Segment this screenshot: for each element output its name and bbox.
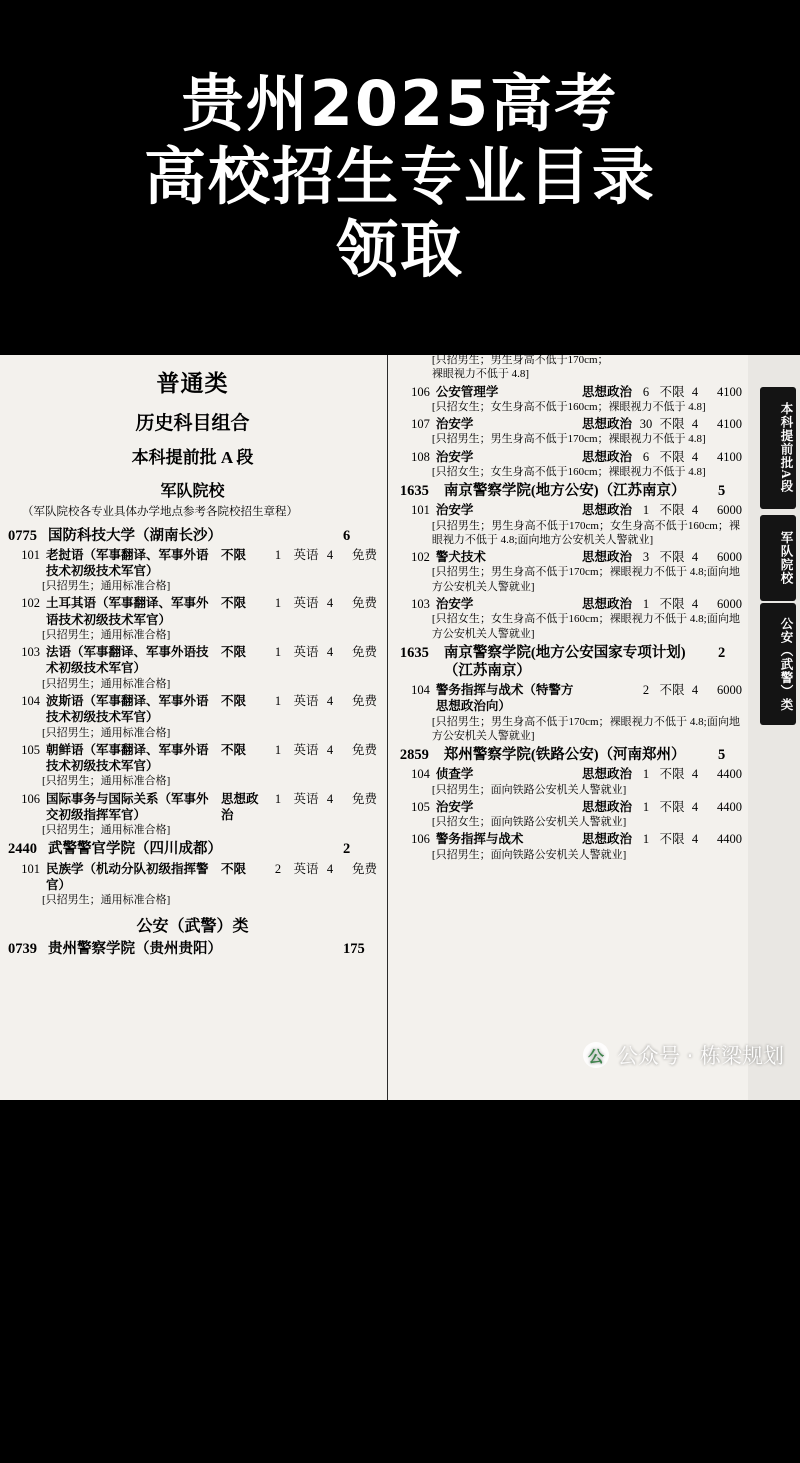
major-code: 101: [21, 861, 40, 876]
major-note: [只招男生；面向铁路公安机关人警就业]: [431, 783, 627, 796]
banner-line-3: 领取: [335, 212, 464, 286]
major-note: [只招女生；面向铁路公安机关人警就业]: [431, 816, 627, 829]
major-years: 4: [691, 449, 699, 464]
major-requirement: 思想政治: [581, 417, 632, 432]
major-subject: 不限: [659, 449, 685, 464]
school-plan-count: 2: [343, 841, 351, 858]
bottom-letterbox: [0, 1100, 800, 1463]
major-years: 4: [326, 547, 334, 562]
major-fee: 4100: [716, 384, 742, 399]
major-requirement: 思想政治: [581, 449, 632, 464]
major-requirement: 思想政治: [581, 550, 632, 565]
major-code: 101: [21, 547, 40, 562]
major-code: 108: [411, 449, 430, 464]
major-subject: 不限: [659, 597, 685, 612]
major-code: 105: [21, 742, 40, 757]
major-code: 102: [21, 596, 40, 611]
heading-group-police: 公安（武警）类: [136, 918, 249, 936]
major-years: 4: [691, 799, 699, 814]
major-plan-count: 2: [274, 861, 282, 876]
side-tab-strip: [748, 355, 800, 1100]
major-subject: 不限: [659, 503, 685, 518]
watermark-text: 公众号 · 栋梁规划: [616, 1044, 784, 1068]
major-plan-count: 1: [274, 694, 282, 709]
major-code: 103: [21, 645, 40, 660]
heading-category: 普通类: [156, 371, 229, 396]
major-subject: 不限: [659, 417, 685, 432]
major-fee: 免费: [352, 742, 378, 757]
major-note: [只招男生；通用标准合格]: [42, 894, 171, 907]
major-row: [400, 549, 742, 565]
major-note: [只招男生；通用标准合格]: [42, 677, 171, 690]
major-requirement: 思想政治: [581, 384, 632, 399]
group-note: （军队院校各专业具体办学地点参考各院校招生章程）: [22, 506, 298, 518]
major-requirement: 思想政治: [221, 791, 259, 822]
major-code: 106: [411, 384, 430, 399]
major-code: 107: [411, 417, 430, 432]
major-plan-count: 2: [642, 683, 650, 698]
major-fee: 4400: [716, 832, 742, 847]
catalog-page: [0, 355, 800, 1100]
major-plan-count: 1: [274, 547, 282, 562]
major-name: 警务指挥与战术: [435, 832, 524, 847]
major-note: [只招女生；女生身高不低于160cm；裸眼视力不低于 4.8]: [431, 400, 706, 413]
major-years: 4: [691, 832, 699, 847]
major-foreign-language: 英语: [293, 861, 319, 876]
major-name: 治安学: [435, 597, 474, 612]
major-foreign-language: 英语: [293, 547, 319, 562]
major-fee: 免费: [352, 861, 378, 876]
major-plan-count: 1: [274, 596, 282, 611]
major-requirement: 不限: [221, 596, 247, 611]
major-requirement: 不限: [221, 645, 247, 660]
school-row: [8, 527, 377, 545]
major-code: 104: [21, 694, 40, 709]
major-plan-count: 1: [642, 767, 650, 782]
major-row: [8, 742, 377, 775]
major-years: 4: [691, 683, 699, 698]
side-tab-police[interactable]: 公安（武警）类: [760, 603, 796, 725]
major-name: 朝鲜语（军事翻译、军事外语技术初级技术军官）: [46, 742, 209, 774]
school-name: 武警警官学院（四川成都）: [48, 841, 222, 858]
major-requirement: 不限: [221, 742, 247, 757]
banner-line-2: 高校招生专业目录: [143, 140, 656, 214]
major-requirement: 思想政治: [581, 597, 632, 612]
major-plan-count: 1: [642, 832, 650, 847]
major-code: 104: [411, 683, 430, 698]
major-years: 4: [691, 503, 699, 518]
major-fee: 6000: [716, 503, 742, 518]
right-column: [392, 355, 748, 1100]
major-note: [只招男生；男生身高不低于170cm；裸眼视力不低于 4.8;面向地方公安机关人警就业]: [431, 715, 740, 742]
major-row: [8, 644, 377, 677]
major-name: 国际事务与国际关系（军事外交初级指挥军官）: [46, 791, 209, 822]
major-row: [400, 831, 742, 847]
school-code: 1635: [399, 644, 429, 661]
major-name: 治安学: [435, 799, 474, 814]
major-subject: 不限: [659, 832, 685, 847]
major-note: [只招男生；通用标准合格]: [42, 628, 171, 641]
page-columns: [0, 355, 800, 1100]
major-requirement: 思想政治: [581, 832, 632, 847]
major-name: 警犬技术: [435, 550, 486, 565]
major-fee: 4400: [716, 767, 742, 782]
major-note: [只招男生；通用标准合格]: [42, 580, 171, 593]
school-code: 0775: [8, 527, 37, 544]
major-foreign-language: 英语: [293, 742, 319, 757]
major-requirement: 不限: [221, 861, 247, 876]
major-row: [8, 595, 377, 628]
major-fee: 4100: [716, 449, 742, 464]
major-plan-count: 6: [642, 384, 650, 399]
major-row: [400, 416, 742, 432]
school-code: 2859: [399, 747, 429, 764]
school-row: [400, 482, 742, 500]
major-fee: 6000: [716, 683, 742, 698]
major-row: [8, 693, 377, 726]
major-requirement: [582, 682, 636, 715]
school-row: [400, 644, 742, 680]
major-years: 4: [326, 694, 334, 709]
major-row: [400, 799, 742, 815]
major-row: [8, 861, 377, 894]
major-note: [只招女生；女生身高不低于160cm；裸眼视力不低于 4.8]: [431, 465, 706, 478]
major-row: [400, 384, 742, 400]
major-code: 103: [411, 597, 430, 612]
major-years: 4: [326, 742, 334, 757]
major-row: [400, 449, 742, 465]
major-years: 4: [326, 645, 334, 660]
major-row: [400, 596, 742, 612]
major-name: 警务指挥与战术（特警方思想政治向）: [435, 683, 574, 714]
left-column: [0, 355, 387, 1100]
major-foreign-language: 英语: [293, 791, 319, 806]
school-name: 南京警察学院(地方公安)（江苏南京）: [443, 483, 686, 500]
school-code: 2440: [8, 841, 37, 858]
major-fee: 6000: [716, 550, 742, 565]
school-name: 贵州警察学院（贵州贵阳）: [48, 941, 222, 958]
major-note: [只招男生；男生身高不低于170cm；裸眼视力不低于 4.8]: [431, 433, 706, 446]
major-plan-count: 1: [274, 742, 282, 757]
major-name: 波斯语（军事翻译、军事外语技术初级技术军官）: [46, 694, 209, 725]
school-plan-count: 175: [343, 941, 365, 958]
school-plan-count: 5: [717, 747, 726, 764]
major-note: [只招男生；通用标准合格]: [42, 824, 171, 837]
major-note: [只招男生；男生身高不低于170cm；裸眼视力不低于 4.8;面向地方公安机关人警就业]: [431, 566, 740, 593]
watermark: [583, 1040, 784, 1070]
major-plan-count: 1: [642, 799, 650, 814]
major-subject: 不限: [659, 799, 685, 814]
major-name: 侦查学: [435, 767, 474, 782]
major-subject: 不限: [659, 550, 685, 565]
major-fee: 4400: [716, 799, 742, 814]
school-name: 南京警察学院(地方公安国家专项计划)（江苏南京）: [443, 644, 686, 680]
major-name: 老挝语（军事翻译、军事外语技术初级技术军官）: [46, 547, 209, 578]
school-name: 郑州警察学院(铁路公安)（河南郑州）: [443, 747, 686, 764]
wechat-badge-icon: 公: [583, 1042, 609, 1068]
major-row: [8, 547, 377, 580]
school-plan-count: 2: [717, 644, 726, 661]
school-code: 1635: [399, 483, 429, 500]
major-note: [只招男生；通用标准合格]: [42, 775, 171, 788]
major-plan-count: 6: [642, 449, 650, 464]
major-fee: 免费: [352, 596, 378, 611]
heading-subject-group: 历史科目组合: [135, 413, 250, 434]
school-code: 0739: [8, 941, 37, 958]
major-code: 106: [21, 791, 40, 806]
major-subject: 不限: [659, 683, 685, 698]
major-fee: 6000: [716, 597, 742, 612]
major-plan-count: 1: [642, 503, 650, 518]
major-requirement: 不限: [221, 694, 247, 709]
major-note: [只招男生；男生身高不低于170cm；女生身高不低于160cm；裸眼视力不低于 4.8;面向地方公安机关人警就业]: [431, 519, 740, 546]
major-row: [8, 791, 377, 824]
heading-group-military: 军队院校: [160, 483, 225, 500]
major-fee: 免费: [352, 645, 378, 660]
major-requirement: 思想政治: [581, 503, 632, 518]
major-name: 法语（军事翻译、军事外语技术初级技术军官）: [46, 645, 209, 676]
major-years: 4: [326, 791, 334, 806]
major-foreign-language: 英语: [293, 596, 319, 611]
major-name: 治安学: [435, 417, 474, 432]
major-code: 101: [411, 503, 430, 518]
major-note: [只招女生；女生身高不低于160cm；裸眼视力不低于 4.8;面向地方公安机关人警就业]: [431, 613, 740, 640]
major-name: 治安学: [435, 449, 474, 464]
continued-note-line-1: [只招男生；男生身高不低于170cm；: [431, 355, 609, 366]
major-fee: 免费: [352, 791, 378, 806]
major-years: 4: [691, 597, 699, 612]
major-note: [只招男生；通用标准合格]: [42, 726, 171, 739]
major-fee: 免费: [352, 547, 378, 562]
major-plan-count: 30: [639, 417, 653, 432]
school-row: [400, 746, 742, 764]
major-years: 4: [326, 596, 334, 611]
title-banner: [0, 0, 800, 355]
major-code: 104: [411, 767, 430, 782]
major-requirement: 思想政治: [581, 799, 632, 814]
major-fee: 免费: [352, 694, 378, 709]
major-requirement: 思想政治: [581, 767, 632, 782]
major-code: 106: [411, 832, 430, 847]
school-row-partial: [8, 940, 377, 958]
major-row: [400, 502, 742, 518]
major-name: 治安学: [435, 503, 474, 518]
major-name: 民族学（机动分队初级指挥警官）: [46, 861, 209, 892]
major-code: 102: [411, 550, 430, 565]
major-years: 4: [326, 861, 334, 876]
major-plan-count: 1: [274, 791, 282, 806]
major-subject: 不限: [659, 384, 685, 399]
major-requirement: 不限: [221, 547, 247, 562]
major-note: [只招男生；面向铁路公安机关人警就业]: [431, 848, 627, 861]
major-name: 公安管理学: [435, 384, 499, 399]
school-plan-count: 6: [343, 527, 351, 544]
major-row: [400, 766, 742, 782]
continued-note-line-2: 裸眼视力不低于 4.8]: [431, 368, 530, 381]
school-name: 国防科技大学（湖南长沙）: [48, 527, 222, 544]
major-foreign-language: 英语: [293, 694, 319, 709]
school-row: [8, 840, 377, 858]
major-years: 4: [691, 384, 699, 399]
major-foreign-language: 英语: [293, 645, 319, 660]
school-plan-count: 5: [717, 483, 726, 500]
major-name: 土耳其语（军事翻译、军事外语技术初级技术军官）: [46, 596, 209, 627]
major-years: 4: [691, 767, 699, 782]
major-row: [400, 682, 742, 715]
major-fee: 4100: [716, 417, 742, 432]
side-tab-military[interactable]: 军队院校: [760, 515, 796, 601]
heading-batch: 本科提前批 A 段: [131, 448, 254, 467]
major-plan-count: 1: [274, 645, 282, 660]
major-code: 105: [411, 799, 430, 814]
major-plan-count: 3: [642, 550, 650, 565]
major-years: 4: [691, 417, 699, 432]
side-tab-batch[interactable]: 本科提前批A段: [760, 387, 796, 509]
banner-line-1: 贵州2025高考: [181, 67, 619, 141]
major-years: 4: [691, 550, 699, 565]
major-subject: 不限: [659, 767, 685, 782]
major-plan-count: 1: [642, 597, 650, 612]
